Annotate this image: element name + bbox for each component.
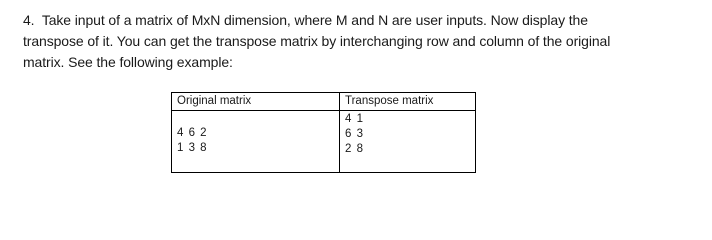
table-header-row xyxy=(172,93,476,111)
header-transpose-matrix: Transpose matrix xyxy=(340,93,476,111)
table-body-row xyxy=(172,111,476,173)
example-table xyxy=(171,92,476,173)
transpose-matrix-row-1: 4 1 xyxy=(345,113,363,125)
transpose-matrix-cell xyxy=(340,111,476,173)
question-line-1 xyxy=(23,10,693,31)
question-line-1-text: Take input of a matrix of MxN dimension, where M and N are user inputs. Now display the xyxy=(41,12,588,28)
original-matrix-row-2: 1 3 8 xyxy=(177,142,207,154)
question-number: 4. xyxy=(23,12,35,28)
original-matrix-cell xyxy=(172,111,340,173)
original-matrix xyxy=(177,126,339,156)
question-line-3: matrix. See the following example: xyxy=(23,54,233,70)
question-text xyxy=(23,10,693,73)
header-original-matrix: Original matrix xyxy=(172,93,340,111)
question-line-2: transpose of it. You can get the transpose matrix by interchanging row and column of the original xyxy=(23,33,611,49)
transpose-matrix xyxy=(345,112,475,157)
original-matrix-row-1: 4 6 2 xyxy=(177,127,207,139)
transpose-matrix-row-2: 6 3 xyxy=(345,128,363,140)
transpose-matrix-row-3: 2 8 xyxy=(345,143,363,155)
